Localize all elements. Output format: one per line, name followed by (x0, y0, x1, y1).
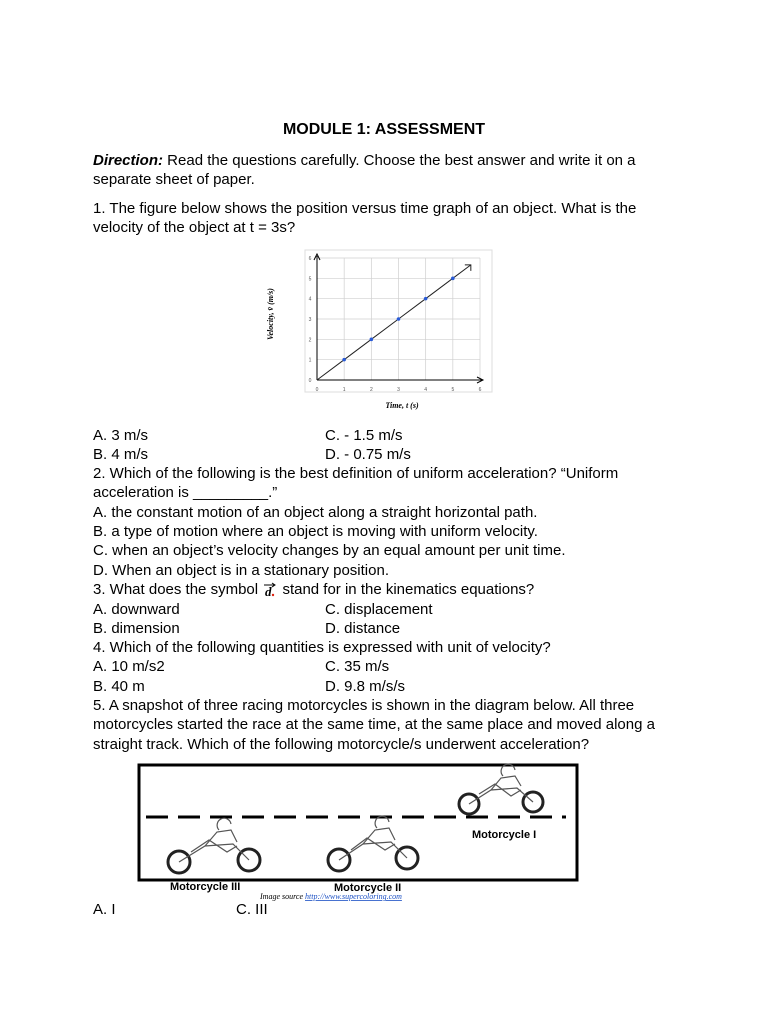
x-axis-label: Time, t (s) (385, 401, 419, 410)
chart-grid (305, 250, 492, 392)
y-axis-label: Velocity, v̄ (m/s) (266, 288, 275, 340)
direction-line-2: separate sheet of paper. (93, 171, 255, 188)
q1-line-1: 1. The figure below shows the position versus time graph of an object. What is the (93, 200, 637, 217)
q5-line-3: straight track. Which of the following motorcycle/s underwent acceleration? (93, 736, 590, 753)
x-tick-label-4: 4 (424, 387, 428, 393)
image-source-link: http://www.supercoloring.com (305, 892, 402, 901)
image-source-label: Image source (260, 892, 304, 901)
q3-option-b: B. dimension (93, 620, 180, 637)
diagram-frame (139, 765, 577, 880)
y-tick-label-1: 1 (308, 357, 312, 364)
q5-option-c: C. III (236, 901, 268, 918)
y-tick-label-6: 6 (308, 256, 312, 262)
vector-d-letter: d (265, 584, 272, 597)
motorcycle-2-label: Motorcycle II (334, 882, 402, 894)
y-tick-label-4: 4 (308, 296, 312, 303)
q2-option-b: B. a type of motion where an object is moving with uniform velocity. (93, 523, 538, 540)
y-tick-label-0: 0 (308, 378, 312, 384)
x-tick-label-3: 3 (397, 387, 400, 393)
q4-option-c: C. 35 m/s (325, 658, 390, 675)
data-point-5 (451, 277, 455, 281)
x-tick-label-6: 6 (478, 387, 482, 393)
image-source-line (259, 892, 402, 901)
data-point-3 (397, 317, 401, 321)
q3-text-before: 3. What does the symbol (93, 581, 259, 598)
q4-option-d: D. 9.8 m/s/s (325, 678, 406, 695)
direction-line-1 (93, 151, 636, 170)
q4-option-a: A. 10 m/s2 (93, 658, 165, 675)
q1-option-a: A. 3 m/s (93, 427, 149, 444)
y-tick-label-3: 3 (308, 317, 312, 323)
data-point-4 (424, 297, 428, 301)
data-point-2 (370, 338, 374, 342)
q4-line: 4. Which of the following quantities is expressed with unit of velocity? (93, 639, 551, 656)
x-tick-label-2: 2 (369, 387, 373, 393)
velocity-time-graph (250, 246, 525, 416)
q1-option-b: B. 4 m/s (93, 446, 149, 463)
q2-option-d: D. When an object is in a stationary position. (93, 562, 389, 579)
y-tick-label-5: 5 (308, 276, 312, 283)
q4-option-b: B. 40 m (93, 678, 145, 695)
direction-label: Direction: (93, 152, 164, 169)
q2-option-c: C. when an object’s velocity changes by an equal amount per unit time. (93, 542, 566, 559)
q1-line-2: velocity of the object at t = 3s? (93, 219, 296, 236)
motorcycle-3-label: Motorcycle III (170, 881, 241, 893)
q3-line (93, 580, 534, 599)
q3-option-c: C. displacement (325, 601, 433, 618)
q3-option-a: A. downward (93, 601, 180, 618)
q3-text-after: stand for in the kinematics equations? (282, 581, 535, 598)
x-tick-label-5: 5 (451, 387, 455, 393)
q5-line-1: 5. A snapshot of three racing motorcycles is shown in the diagram below. All three (93, 697, 635, 714)
q5-line-2: motorcycles started the race at the same time, at the same place and moved along a (93, 716, 655, 733)
q5-option-a: A. I (93, 901, 116, 918)
x-tick-label-0: 0 (315, 387, 319, 393)
q2-line-2: acceleration is _________.” (93, 484, 278, 501)
q3-option-d: D. distance (325, 620, 401, 637)
q2-line-1: 2. Which of the following is the best definition of uniform acceleration? “Uniform (93, 465, 619, 482)
q2-option-a: A. the constant motion of an object along a straight horizontal path. (93, 504, 538, 521)
q1-option-d: D. - 0.75 m/s (325, 446, 411, 463)
motorcycle-diagram (136, 762, 582, 904)
vector-d-symbol (262, 581, 278, 597)
data-point-1 (342, 358, 346, 362)
x-tick-label-1: 1 (342, 387, 346, 393)
direction-text: Read the questions carefully. Choose the best answer and write it on a (163, 152, 636, 169)
q1-option-c: C. - 1.5 m/s (325, 427, 403, 444)
page-title: MODULE 1: ASSESSMENT (282, 121, 486, 138)
motorcycle-1-label: Motorcycle I (472, 829, 537, 841)
y-tick-label-2: 2 (308, 337, 312, 344)
